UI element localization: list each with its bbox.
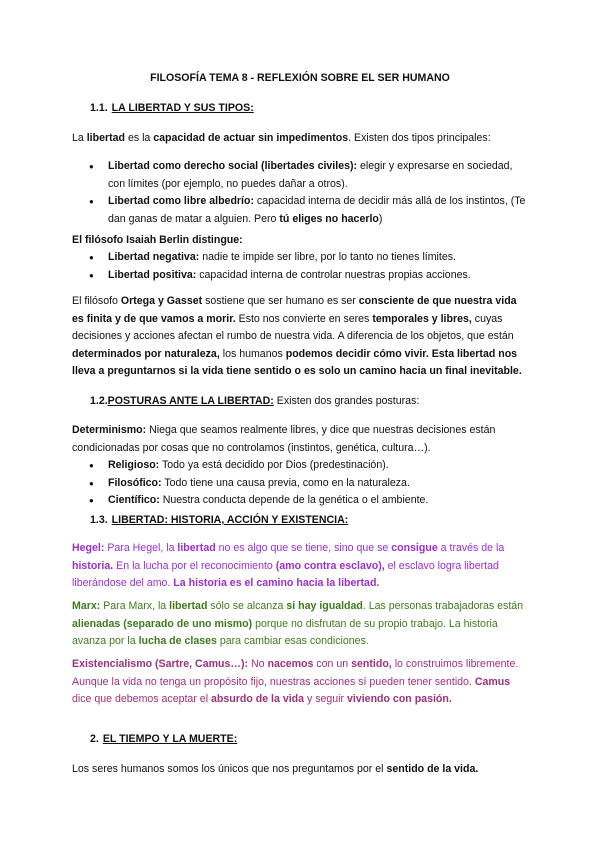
list-item: ● Libertad como derecho social (libertades civiles): elegir y expresarse en sociedad, con límites (por ejemplo, no puedes dañar a otros). — [72, 158, 528, 193]
list-item: ● Libertad negativa: nadie te impide ser libre, por lo tanto no tienes límites. — [72, 249, 528, 267]
list-item: ● Libertad positiva: capacidad interna de controlar nuestras propias acciones. — [72, 267, 528, 285]
section-heading-2: 2. EL TIEMPO Y LA MUERTE: — [90, 733, 238, 745]
determinismo-list — [72, 457, 528, 510]
list-item: ● Filosófico: Todo tiene una causa previa, como en la naturaleza. — [72, 475, 528, 493]
existencialismo-paragraph: Existencialismo (Sartre, Camus…): No nacemos con un sentido, lo construimos libremente. Aunque la vida no tenga un propósito fijo, nuestras acciones sí pueden tener sentido. Camus dice que debemos aceptar el absurdo de la vida y seguir viviendo con pasión. — [72, 658, 519, 705]
page-title: FILOSOFÍA TEMA 8 - REFLEXIÓN SOBRE EL SER HUMANO — [150, 72, 450, 84]
section-heading-1-3: 1.3. LIBERTAD: HISTORIA, ACCIÓN Y EXISTENCIA: — [90, 514, 349, 526]
section-heading-1-1: 1.1. LA LIBERTAD Y SUS TIPOS: — [90, 102, 254, 114]
berlin-list — [72, 249, 528, 284]
tiempo-paragraph: Los seres humanos somos los únicos que nos preguntamos por el sentido de la vida. — [72, 763, 479, 775]
libertad-types-list — [72, 158, 528, 228]
marx-paragraph: Marx: Para Marx, la libertad sólo se alcanza si hay igualdad. Las personas trabajadoras están alienadas (separado de uno mismo) porque no disfrutan de su propio trabajo. La historia avanza por la lucha de clases para cambiar esas condiciones. — [72, 600, 524, 647]
determinismo-paragraph: Determinismo: Niega que seamos realmente libres, y dice que nuestras decisiones están condicionadas por cosas que no controlamos (instintos, genética, cultura…). — [72, 424, 496, 454]
section-heading-1-2: 1.2.POSTURAS ANTE LA LIBERTAD: Existen dos grandes posturas: — [90, 395, 420, 407]
list-item: ● Libertad como libre albedrío: capacidad interna de decidir más allá de los instintos, (Te dan ganas de matar a alguien. Pero tú eliges no hacerlo) — [72, 193, 528, 228]
hegel-paragraph: Hegel: Para Hegel, la libertad no es algo que se tiene, sino que se consigue a través de la historia. En la lucha por el reconocimiento (amo contra esclavo), el esclavo logra libertad liberándose del amo. La historia es el camino hacia la libertad. — [72, 542, 505, 589]
list-item: ● Científico: Nuestra conducta depende de la genética o el ambiente. — [72, 492, 528, 510]
libertad-definition: La libertad es la capacidad de actuar sin impedimentos. Existen dos tipos principales: — [72, 132, 491, 144]
berlin-heading: El filósofo Isaiah Berlin distingue: — [72, 234, 243, 246]
list-item: ● Religioso: Todo ya está decidido por Dios (predestinación). — [72, 457, 528, 475]
ortega-paragraph: El filósofo Ortega y Gasset sostiene que ser humano es ser consciente de que nuestra vida es finita y de que vamos a morir. Esto nos convierte en seres temporales y libres, cuyas decisiones y acciones afectan el rumbo de nuestra vida. A diferencia de los objetos, que están determinados por naturaleza, los humanos podemos decidir cómo vivir. Esta libertad nos lleva a preguntarnos si la vida tiene sentido o es solo un camino hacia un final inevitable. — [72, 295, 522, 377]
